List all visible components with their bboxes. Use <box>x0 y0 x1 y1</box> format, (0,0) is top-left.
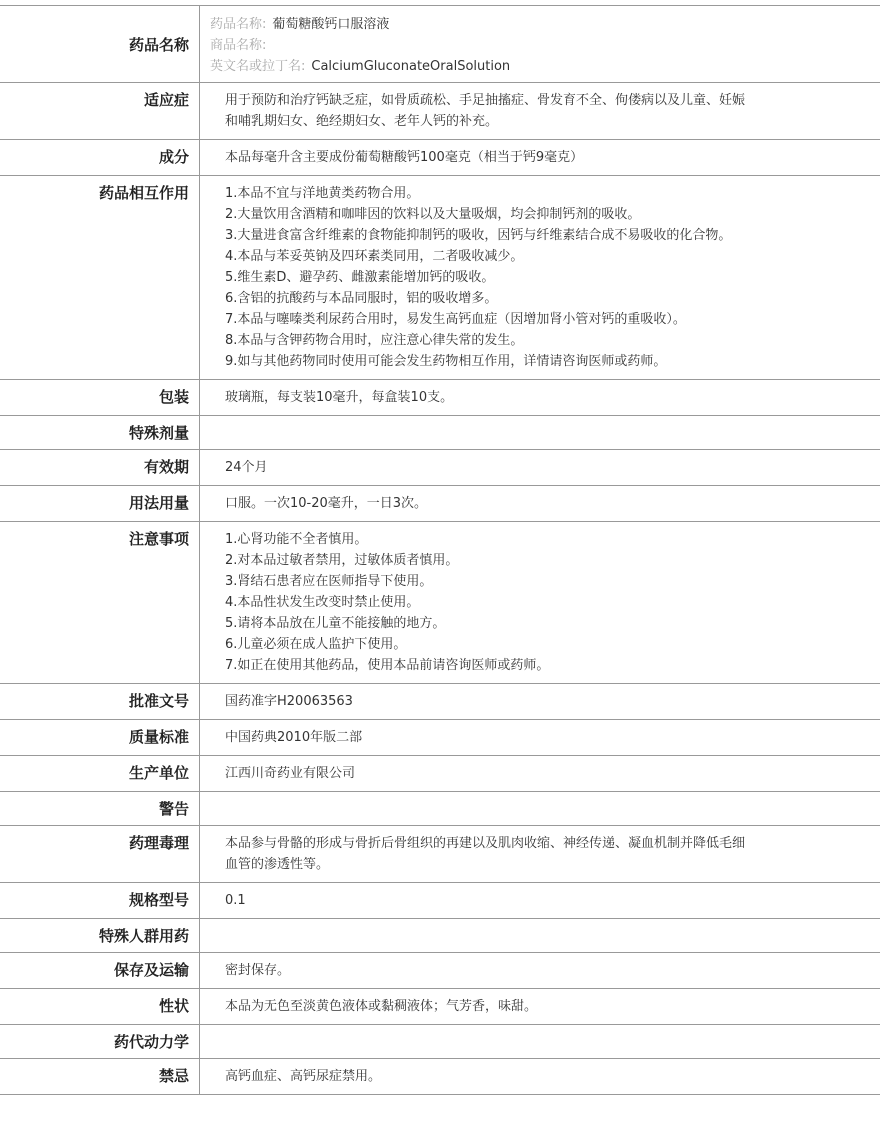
row-value-line: 7.如正在使用其他药品，使用本品前请咨询医师或药师。 <box>225 658 550 673</box>
row-label: 包装 <box>0 380 200 415</box>
info-rows <box>0 83 880 1095</box>
row-value-line: 江西川奇药业有限公司 <box>225 766 356 781</box>
row-label: 药代动力学 <box>0 1025 200 1058</box>
row-value <box>200 486 880 521</box>
table-row <box>0 380 880 416</box>
table-row <box>0 720 880 756</box>
row-label: 用法用量 <box>0 486 200 521</box>
table-row <box>0 522 880 684</box>
table-row <box>0 140 880 176</box>
row-value-line: 4.本品与苯妥英钠及四环素类同用，二者吸收减少。 <box>225 249 524 264</box>
row-label: 性状 <box>0 989 200 1024</box>
table-row <box>0 1059 880 1095</box>
table-row <box>0 684 880 720</box>
row-value <box>200 380 880 415</box>
row-value <box>200 826 880 882</box>
row-value <box>200 989 880 1024</box>
trade-name-line <box>210 35 860 56</box>
row-label: 药品名称 <box>0 6 200 82</box>
row-value-line: 和哺乳期妇女、绝经期妇女、老年人钙的补充。 <box>225 114 499 129</box>
row-value-line: 3.大量进食富含纤维素的食物能抑制钙的吸收，因钙与纤维素结合成不易吸收的化合物。 <box>225 228 732 243</box>
table-row <box>0 450 880 486</box>
row-value <box>200 1059 880 1094</box>
row-value <box>200 522 880 683</box>
row-value-line: 1.本品不宜与洋地黄类药物合用。 <box>225 186 420 201</box>
table-row <box>0 756 880 792</box>
row-value <box>200 176 880 379</box>
table-row <box>0 953 880 989</box>
row-value <box>200 1025 880 1058</box>
row-drug-names <box>0 6 880 83</box>
row-label: 药品相互作用 <box>0 176 200 379</box>
row-label: 生产单位 <box>0 756 200 791</box>
row-value-line: 2.对本品过敏者禁用，过敏体质者慎用。 <box>225 553 459 568</box>
row-label: 特殊人群用药 <box>0 919 200 952</box>
row-value-line: 高钙血症、高钙尿症禁用。 <box>225 1069 382 1084</box>
table-row <box>0 989 880 1025</box>
row-label: 注意事项 <box>0 522 200 683</box>
row-value-line: 6.含铝的抗酸药与本品同服时，铝的吸收增多。 <box>225 291 498 306</box>
row-value-line: 5.维生素D、避孕药、雌激素能增加钙的吸收。 <box>225 270 495 285</box>
drug-info-table <box>0 5 880 1095</box>
row-label: 警告 <box>0 792 200 825</box>
table-row <box>0 486 880 522</box>
row-value-line: 0.1 <box>225 893 246 908</box>
table-row <box>0 83 880 140</box>
generic-name-value: 葡萄糖酸钙口服溶液 <box>272 17 390 32</box>
row-value <box>200 684 880 719</box>
row-value-line: 4.本品性状发生改变时禁止使用。 <box>225 595 420 610</box>
row-value-line: 6.儿童必须在成人监护下使用。 <box>225 637 407 652</box>
row-value <box>200 792 880 825</box>
row-value-line: 国药准字H20063563 <box>225 694 353 709</box>
trade-name-key: 商品名称: <box>210 38 267 53</box>
row-value <box>200 140 880 175</box>
row-label: 药理毒理 <box>0 826 200 882</box>
row-value <box>200 416 880 449</box>
row-value-line: 1.心肾功能不全者慎用。 <box>225 532 368 547</box>
table-row <box>0 883 880 919</box>
row-value-line: 用于预防和治疗钙缺乏症，如骨质疏松、手足抽搐症、骨发育不全、佝偻病以及儿童、妊娠 <box>225 93 746 108</box>
english-name-key: 英文名或拉丁名: <box>210 59 306 74</box>
english-name-line <box>210 56 860 77</box>
row-label: 适应症 <box>0 83 200 139</box>
generic-name-line <box>210 14 860 35</box>
row-value <box>200 953 880 988</box>
row-value-line: 玻璃瓶，每支装10毫升，每盒装10支。 <box>225 390 454 405</box>
row-value-line: 本品每毫升含主要成份葡萄糖酸钙100毫克（相当于钙9毫克） <box>225 150 584 165</box>
row-value-line: 血管的渗透性等。 <box>225 857 330 872</box>
table-row <box>0 792 880 826</box>
row-value-line: 密封保存。 <box>225 963 291 978</box>
row-value-line: 8.本品与含钾药物合用时，应注意心律失常的发生。 <box>225 333 524 348</box>
table-row <box>0 176 880 380</box>
row-value-line: 中国药典2010年版二部 <box>225 730 363 745</box>
row-value-line: 5.请将本品放在儿童不能接触的地方。 <box>225 616 446 631</box>
row-label: 禁忌 <box>0 1059 200 1094</box>
table-row <box>0 416 880 450</box>
row-value-line: 2.大量饮用含酒精和咖啡因的饮料以及大量吸烟，均会抑制钙剂的吸收。 <box>225 207 641 222</box>
drug-names-block <box>200 6 880 82</box>
table-row <box>0 1025 880 1059</box>
row-label: 保存及运输 <box>0 953 200 988</box>
row-label: 质量标准 <box>0 720 200 755</box>
row-value-line: 3.肾结石患者应在医师指导下使用。 <box>225 574 433 589</box>
row-value-line: 24个月 <box>225 460 268 475</box>
row-label: 批准文号 <box>0 684 200 719</box>
row-value-line: 9.如与其他药物同时使用可能会发生药物相互作用，详情请咨询医师或药师。 <box>225 354 667 369</box>
table-row <box>0 826 880 883</box>
generic-name-key: 药品名称: <box>210 17 267 32</box>
table-row <box>0 919 880 953</box>
row-value-line: 本品参与骨骼的形成与骨折后骨组织的再建以及肌肉收缩、神经传递、凝血机制并降低毛细 <box>225 836 746 851</box>
row-value-line: 口服。一次10-20毫升，一日3次。 <box>225 496 428 511</box>
row-value <box>200 720 880 755</box>
row-value <box>200 883 880 918</box>
row-label: 成分 <box>0 140 200 175</box>
row-value <box>200 919 880 952</box>
row-value <box>200 450 880 485</box>
row-value <box>200 83 880 139</box>
english-name-value: CalciumGluconateOralSolution <box>311 59 511 74</box>
row-label: 特殊剂量 <box>0 416 200 449</box>
row-value <box>200 756 880 791</box>
row-value-line: 7.本品与噻嗪类利尿药合用时，易发生高钙血症（因增加肾小管对钙的重吸收）。 <box>225 312 686 327</box>
row-value-line: 本品为无色至淡黄色液体或黏稠液体；气芳香，味甜。 <box>225 999 538 1014</box>
row-label: 规格型号 <box>0 883 200 918</box>
row-label: 有效期 <box>0 450 200 485</box>
